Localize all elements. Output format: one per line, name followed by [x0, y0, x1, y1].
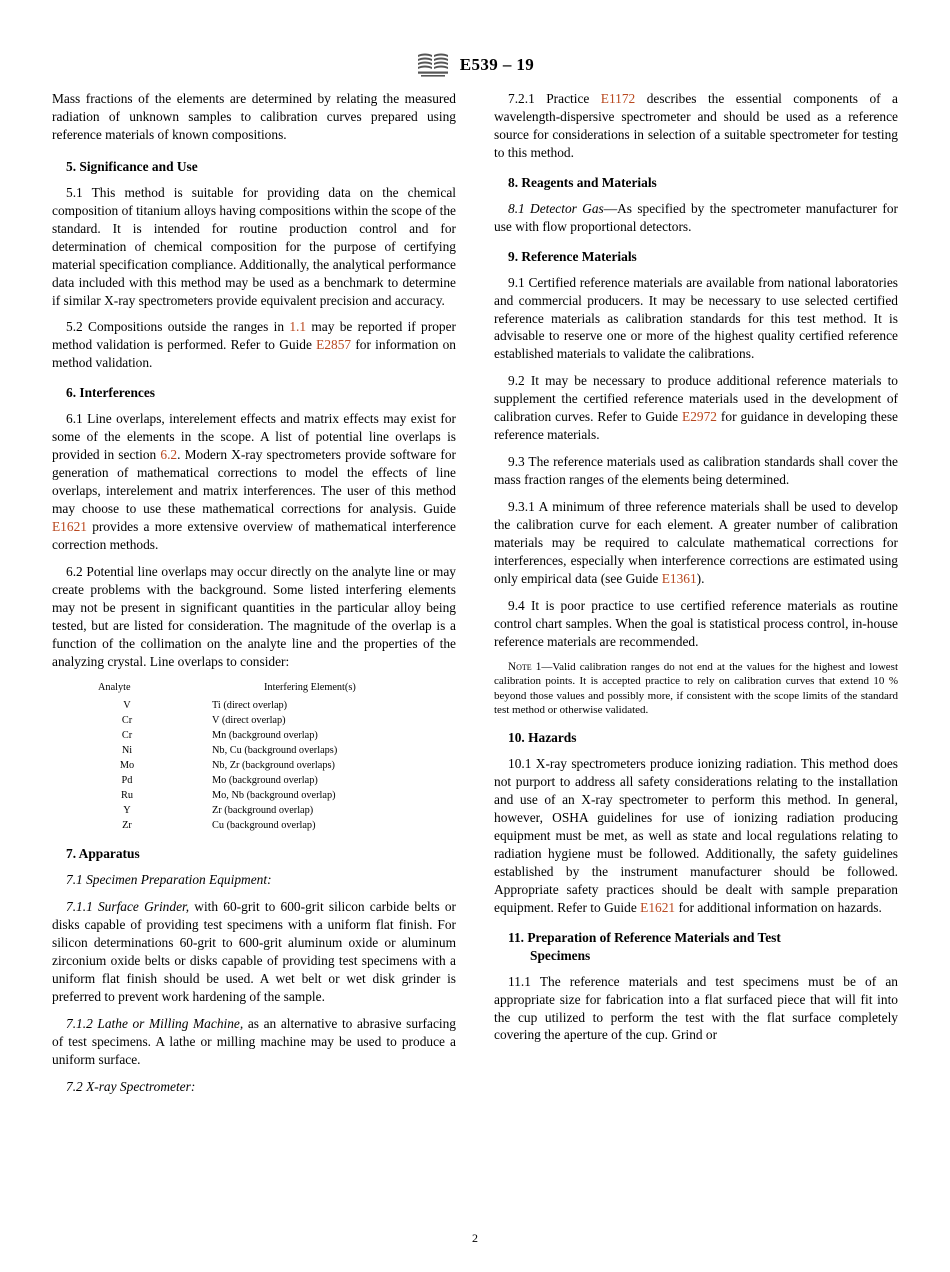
- standard-designation: E539 – 19: [459, 55, 535, 74]
- section-heading-11-line2: Specimens: [530, 947, 591, 963]
- table-body: [52, 698, 456, 833]
- paragraph-9-4: 9.4 It is poor practice to use certified reference materials as routine control chart samples. When the goal is statistical process control, in-house reference materials are recommended.: [494, 597, 898, 649]
- p61-text-c: provides a more extensive overview of mathematical interference correction methods.: [52, 519, 456, 552]
- cell-interfering: Mo (background overlap): [212, 774, 318, 786]
- p712-text: as an alternative to abrasive surfacing of test specimens. A lathe or milling machine may be used to produce a uniform surface.: [52, 1015, 457, 1067]
- cell-interfering: Ti (direct overlap): [212, 700, 288, 712]
- two-column-body: [52, 90, 898, 1105]
- section-heading-10: 10. Hazards: [508, 730, 577, 746]
- note-text: —Valid calibration ranges do not end at the values for the highest and lowest calibration points. It is accepted practice to rely on calibration curves that extend 10 % beyond those values and possibly more, if consistent with the scope limits of the standard test method or otherwise validated.: [494, 660, 898, 716]
- p101-text-a: 10.1 X-ray spectrometers produce ionizing radiation. This method does not purport to address all safety considerations relating to the installation and use of an X-ray spectrometer to perform this method. In general, however, OSHA guidelines for use of ionizing radiation producing equipment must be met, as well as state and local regulations relating to radiation hygiene must be followed. Additionally, the safety guidelines established by the instrument manufacturer should be followed. Appropriate safety practices should be dealt with sample preparation equipment. Refer to Guide: [494, 756, 898, 915]
- link-e2972[interactable]: E2972: [682, 409, 718, 425]
- cell-interfering: Mn (background overlap): [212, 730, 318, 741]
- table-row: [52, 803, 456, 818]
- paragraph-9-3: 9.3 The reference materials used as calibration standards shall cover the mass fraction ranges of the elements being determined.: [494, 454, 898, 488]
- section-heading-6: 6. Interferences: [66, 385, 155, 401]
- p61-text-b: . Modern X-ray spectrometers provide software for generation of mathematical corrections to model the effects of line overlaps, interelement and matrix interferences. The user of this method may choose to use these mathematical corrections for analysis. Guide: [52, 447, 456, 517]
- paragraph-intro: Mass fractions of the elements are determined by relating the measured radiation of unknown samples to calibration curves prepared using reference materials of known compositions.: [52, 91, 456, 142]
- table-row: [52, 773, 456, 788]
- link-6-2[interactable]: 6.2: [160, 447, 178, 463]
- column-header-analyte: Analyte: [98, 681, 131, 693]
- p52-text-c: for information on method validation.: [52, 337, 456, 371]
- link-e1172[interactable]: E1172: [600, 91, 636, 106]
- p712-italic-lead: 7.1.2 Lathe or Milling Machine,: [66, 1015, 244, 1031]
- paragraph-7-1-2: [52, 1015, 456, 1069]
- paragraph-9-3-1: [494, 498, 898, 588]
- p711-italic-lead: 7.1.1 Surface Grinder,: [66, 899, 190, 915]
- paragraph-6-2: 6.2 Potential line overlaps may occur directly on the analyte line or may create problems with the background. Some listed interfering elements may not be present in significant quantities in the particular alloy being tested, but are listed for consideration. The magnitude of the overlap is a function of the collimation on the analyte line and the properties of the analyzing crystal. Line overlaps to consider:: [52, 563, 456, 669]
- link-e1361[interactable]: E1361: [661, 570, 697, 586]
- right-column: [494, 90, 898, 1105]
- cell-interfering: Zr (background overlap): [212, 804, 314, 816]
- cell-interfering: V (direct overlap): [212, 715, 286, 727]
- paragraph-9-2: [494, 372, 898, 444]
- astm-logo-icon: [416, 52, 450, 78]
- note-1: [494, 660, 898, 717]
- paragraph-11-1: 11.1 The reference materials and test specimens must be of an appropriate size for fabrication into a flat surfaced piece that will fit into the cup utilized to perform the test with the flat surface completely covering the aperture of the cup. Grind or: [494, 973, 898, 1043]
- column-header-interfering: Interfering Element(s): [264, 681, 356, 693]
- cell-interfering: Cu (background overlap): [212, 819, 316, 831]
- table-row: [52, 743, 456, 758]
- p61-text-a: 6.1 Line overlaps, interelement effects and matrix effects may exist for some of the elements in the scope. A list of potential line overlaps is provided in section: [52, 411, 456, 463]
- paragraph-9-1: 9.1 Certified reference materials are available from national laboratories and commercial producers. It may be necessary to use selected certified reference materials as calibration standards for this test method. It is advisable to reserve one or more of the highest quality certified reference established materials to validate the calibrations.: [494, 274, 898, 362]
- p92-text-b: for guidance in developing these reference materials.: [494, 409, 898, 443]
- table-row: [52, 818, 456, 833]
- cell-analyte: V: [123, 700, 131, 712]
- p81-italic-lead: 8.1 Detector Gas: [508, 200, 604, 216]
- p52-text-b: may be reported if proper method validation is performed. Refer to Guide: [52, 319, 456, 353]
- table-row: [52, 788, 456, 803]
- p101-text-b: for additional information on hazards.: [675, 899, 882, 915]
- paragraph-7-2-1: [494, 90, 898, 162]
- cell-analyte: Mo: [119, 759, 135, 771]
- section-heading-5: 5. Significance and Use: [66, 158, 198, 174]
- page-header: [0, 52, 950, 78]
- cell-analyte: Pd: [121, 774, 133, 786]
- table-row: [52, 698, 456, 713]
- cell-analyte: Cr: [121, 715, 133, 727]
- cell-analyte: Ni: [121, 744, 133, 756]
- paragraph-7-2: 7.2 X-ray Spectrometer:: [66, 1078, 196, 1094]
- link-e1621-hazards[interactable]: E1621: [640, 899, 676, 915]
- table-row: [52, 728, 456, 743]
- p52-text-a: 5.2 Compositions outside the ranges in: [66, 319, 290, 335]
- p931-text-a: 9.3.1 A minimum of three reference materials shall be used to develop the calibration curve for each element. A greater number of calibration materials may be required to calculate mathematical corrections for interferences, especially when interference corrections are estimated using only empirical data (see Guide: [494, 499, 898, 586]
- cell-interfering: Mo, Nb (background overlap): [212, 789, 336, 801]
- p721-text-a: 7.2.1 Practice: [508, 91, 601, 106]
- section-heading-7: 7. Apparatus: [66, 846, 140, 862]
- paragraph-6-1: [52, 410, 456, 554]
- p711-text: with 60-grit to 600-grit silicon carbide belts or disks capable of providing test specimens with a uniform flat finish. For silicon determinations 60-grit to 600-grit aluminum oxide or aluminum zirconium oxide belts or disks capable of providing test specimens with a uniform flat finish should be used. A wet belt or wet disk grinder is preferred to prevent work hardening of the sample.: [52, 899, 457, 1004]
- paragraph-7-1: 7.1 Specimen Preparation Equipment:: [66, 872, 272, 888]
- section-heading-9: 9. Reference Materials: [508, 248, 637, 264]
- line-overlap-table: [52, 681, 456, 834]
- section-heading-11: [494, 929, 898, 965]
- table-header-row: [52, 681, 456, 699]
- section-heading-11-line1: 11. Preparation of Reference Materials and Test: [508, 929, 781, 945]
- paragraph-5-1: 5.1 This method is suitable for providing data on the chemical composition of titanium alloys having compositions within the scope of the standard. It is intended for routine production control and for determination of chemical composition for the purpose of certifying material specification compliance. Additionally, the analytical performance data included with this method may be used as a benchmark to determine if similar X-ray spectrometers provide equivalent precision and accuracy.: [52, 184, 456, 308]
- p92-text-a: 9.2 It may be necessary to produce additional reference materials to supplement the certified reference materials used in the development of calibration curves. Refer to Guide: [494, 373, 898, 425]
- left-column: [52, 90, 456, 1105]
- link-e1621[interactable]: E1621: [52, 519, 87, 535]
- page-number: 2: [472, 1231, 478, 1245]
- cell-analyte: Zr: [122, 819, 132, 831]
- p81-text: —As specified by the spectrometer manufacturer for use with flow proportional detectors.: [494, 200, 898, 234]
- cell-interfering: Nb, Zr (background overlaps): [212, 759, 335, 771]
- p721-text-b: describes the essential components of a wavelength-dispersive spectrometer and should be used as a reference source for considerations in selection of a suitable spectrometer for testing to this method.: [494, 91, 898, 160]
- cell-interfering: Nb, Cu (background overlaps): [212, 744, 338, 756]
- paragraph-7-1-1: [52, 898, 456, 1006]
- section-heading-8: 8. Reagents and Materials: [508, 174, 657, 190]
- p931-text-b: ).: [696, 570, 705, 586]
- paragraph-8-1: [494, 200, 898, 236]
- paragraph-10-1: [494, 755, 898, 917]
- paragraph-5-2: [52, 318, 456, 372]
- link-e2857[interactable]: E2857: [316, 337, 352, 353]
- link-1-1[interactable]: 1.1: [289, 319, 307, 335]
- note-label: Note 1: [508, 660, 542, 673]
- cell-analyte: Cr: [121, 730, 133, 741]
- cell-analyte: Ru: [120, 789, 134, 801]
- table-row: [52, 713, 456, 728]
- cell-analyte: Y: [123, 804, 131, 816]
- table-row: [52, 758, 456, 773]
